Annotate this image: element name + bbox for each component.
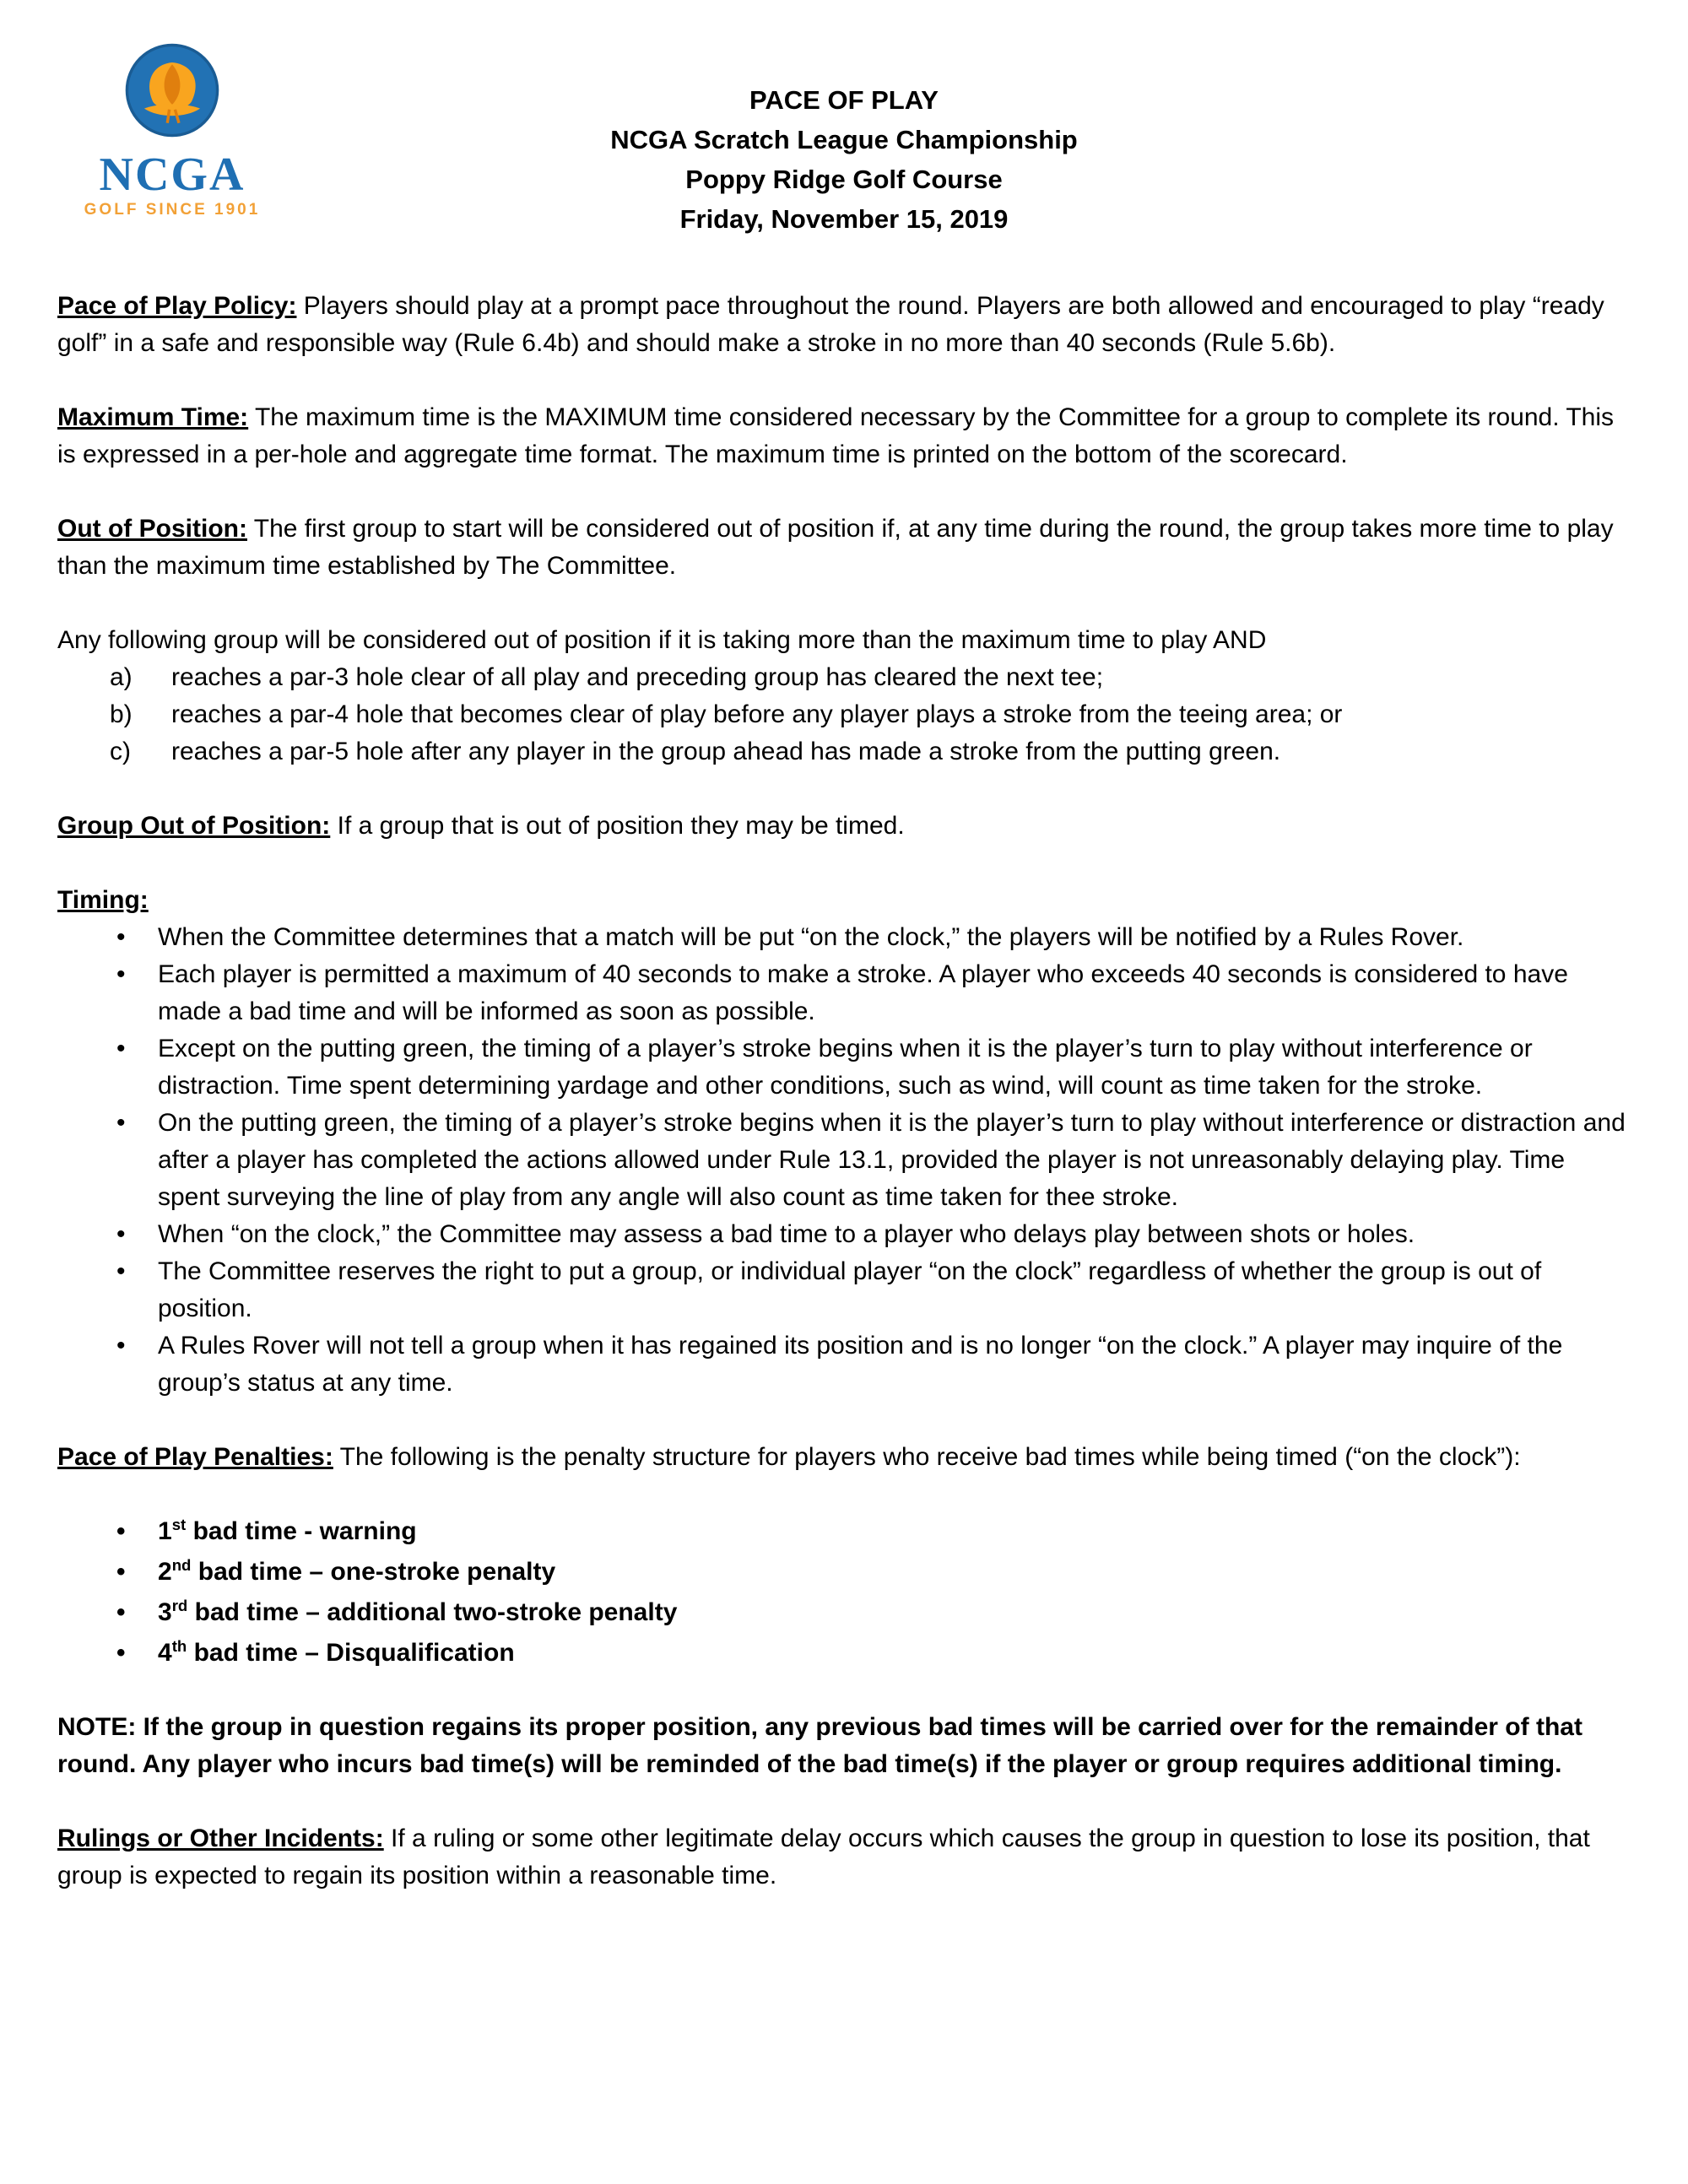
rulings-heading: Rulings or Other Incidents: [57, 1825, 384, 1852]
bullet-text: The Committee reserves the right to put a group, or individual player “on the clock” regardless of whether the group is out of position. [158, 1257, 1542, 1322]
penalty-item [116, 1594, 1631, 1631]
bullet-icon: • [116, 1035, 126, 1062]
bullet-icon: • [116, 1109, 126, 1137]
out-of-position-section [57, 511, 1631, 585]
ordinal-suffix: th [171, 1637, 187, 1655]
ncga-tagline: GOLF SINCE 1901 [84, 201, 261, 219]
list-text: reaches a par-3 hole clear of all play and preceding group has cleared the next tee; [171, 663, 1104, 691]
bullet-icon: • [116, 1517, 126, 1545]
bullet-item [116, 1253, 1631, 1327]
ncga-wordmark: NCGA [99, 149, 246, 201]
bullet-icon: • [116, 1639, 126, 1667]
following-group-intro: Any following group will be considered out of position if it is taking more than the maximum time to play AND [57, 626, 1267, 654]
timing-bullet-list [116, 919, 1631, 1402]
list-item [110, 696, 1631, 733]
following-group-section [57, 622, 1631, 770]
ordinal-suffix: nd [171, 1556, 192, 1574]
pace-of-play-policy-section [57, 288, 1631, 362]
list-item [110, 733, 1631, 770]
bullet-text: A Rules Rover will not tell a group when it has regained its position and is no longer “on the clock.” A player may inquire of the group’s status at any time. [158, 1332, 1563, 1397]
bullet-text: Except on the putting green, the timing of a player’s stroke begins when it is the player’s turn to play without interference or distraction. Time spent determining yardage and other conditions, such as wind, will count as time taken for the stroke. [158, 1035, 1533, 1100]
list-item [110, 659, 1631, 696]
bullet-icon: • [116, 960, 126, 988]
penalties-heading: Pace of Play Penalties: [57, 1443, 333, 1471]
bullet-icon: • [116, 1332, 126, 1360]
maximum-time-heading: Maximum Time: [57, 403, 249, 431]
bullet-text: When “on the clock,” the Committee may assess a bad time to a player who delays play between shots or holes. [158, 1220, 1415, 1248]
penalties-intro [57, 1439, 1631, 1476]
group-out-of-position-text: If a group that is out of position they may be timed. [330, 812, 905, 840]
penalty-list [116, 1513, 1631, 1672]
list-marker: b) [110, 700, 133, 728]
doc-subtitle-date: Friday, November 15, 2019 [679, 204, 1009, 234]
bullet-item [116, 1105, 1631, 1216]
out-of-position-heading: Out of Position: [57, 515, 247, 543]
poppy-flower-icon [124, 42, 220, 138]
bullet-text: When the Committee determines that a match will be put “on the clock,” the players will be notified by a Rules Rover. [158, 923, 1464, 951]
list-marker: a) [110, 663, 133, 691]
bullet-item [116, 919, 1631, 956]
document-header [57, 80, 1631, 239]
penalty-item [116, 1635, 1631, 1672]
pace-of-play-policy-heading: Pace of Play Policy: [57, 292, 297, 320]
group-out-of-position-section [57, 808, 1631, 845]
penalty-text: 4th bad time – Disqualification [158, 1637, 515, 1667]
ordinal-suffix: st [171, 1516, 187, 1533]
penalties-text: The following is the penalty structure for players who receive bad times while being timed (“on the clock”): [333, 1443, 1521, 1471]
bullet-icon: • [116, 1558, 126, 1586]
note-section: NOTE: If the group in question regains its proper position, any previous bad times will be carried over for the remainder of that round. Any player who incurs bad time(s) will be reminded of the bad time(s) if the player or group requires additional timing. [57, 1713, 1582, 1778]
bullet-icon: • [116, 923, 126, 951]
pace-of-play-policy-text: Players should play at a prompt pace throughout the round. Players are both allowed and encouraged to play “ready golf” in a safe and responsible way (Rule 6.4b) and should make a stroke in no more than 40 seconds (Rule 5.6b). [57, 292, 1604, 357]
bullet-item [116, 1030, 1631, 1105]
penalty-text: 1st bad time - warning [158, 1516, 417, 1545]
list-marker: c) [110, 738, 131, 765]
doc-subtitle-course: Poppy Ridge Golf Course [685, 165, 1003, 194]
rulings-text: If a ruling or some other legitimate delay occurs which causes the group in question to lose its position, that group is expected to regain its position within a reasonable time. [57, 1825, 1590, 1889]
penalty-item [116, 1554, 1631, 1591]
bullet-icon: • [116, 1598, 126, 1626]
bullet-text: On the putting green, the timing of a player’s stroke begins when it is the player’s turn to play without interference or distraction and after a player has completed the actions allowed under Rule 13.1, provided the player is not unreasonably delaying play. Time spent surveying the line of play from any angle will also count as time taken for thee stroke. [158, 1109, 1626, 1211]
bullet-item [116, 1216, 1631, 1253]
ordinal-suffix: rd [171, 1597, 188, 1614]
bullet-item [116, 1327, 1631, 1402]
timing-section [57, 882, 1631, 1402]
bullet-item [116, 956, 1631, 1030]
following-group-list [110, 659, 1631, 770]
maximum-time-section [57, 399, 1631, 473]
doc-title: PACE OF PLAY [749, 85, 939, 115]
bullet-text: Each player is permitted a maximum of 40 seconds to make a stroke. A player who exceeds 40 seconds is considered to have made a bad time and will be informed as soon as possible. [158, 960, 1568, 1025]
group-out-of-position-heading: Group Out of Position: [57, 812, 331, 840]
ncga-logo [74, 42, 270, 220]
maximum-time-text: The maximum time is the MAXIMUM time considered necessary by the Committee for a group to complete its round. This is expressed in a per-hole and aggregate time format. The maximum time is printed on the bottom of the scorecard. [57, 403, 1615, 468]
penalty-item [116, 1513, 1631, 1550]
bullet-icon: • [116, 1257, 126, 1285]
out-of-position-text: The first group to start will be considered out of position if, at any time during the round, the group takes more time to play than the maximum time established by The Committee. [57, 515, 1614, 580]
penalties-section [57, 1439, 1631, 1672]
list-text: reaches a par-5 hole after any player in the group ahead has made a stroke from the putting green. [171, 738, 1281, 765]
rulings-section [57, 1820, 1631, 1895]
timing-heading: Timing: [57, 886, 149, 914]
doc-subtitle-event: NCGA Scratch League Championship [610, 125, 1078, 154]
penalty-text: 3rd bad time – additional two-stroke penalty [158, 1597, 678, 1626]
list-text: reaches a par-4 hole that becomes clear of play before any player plays a stroke from the teeing area; or [171, 700, 1343, 728]
penalty-text: 2nd bad time – one-stroke penalty [158, 1556, 556, 1586]
bullet-icon: • [116, 1220, 126, 1248]
